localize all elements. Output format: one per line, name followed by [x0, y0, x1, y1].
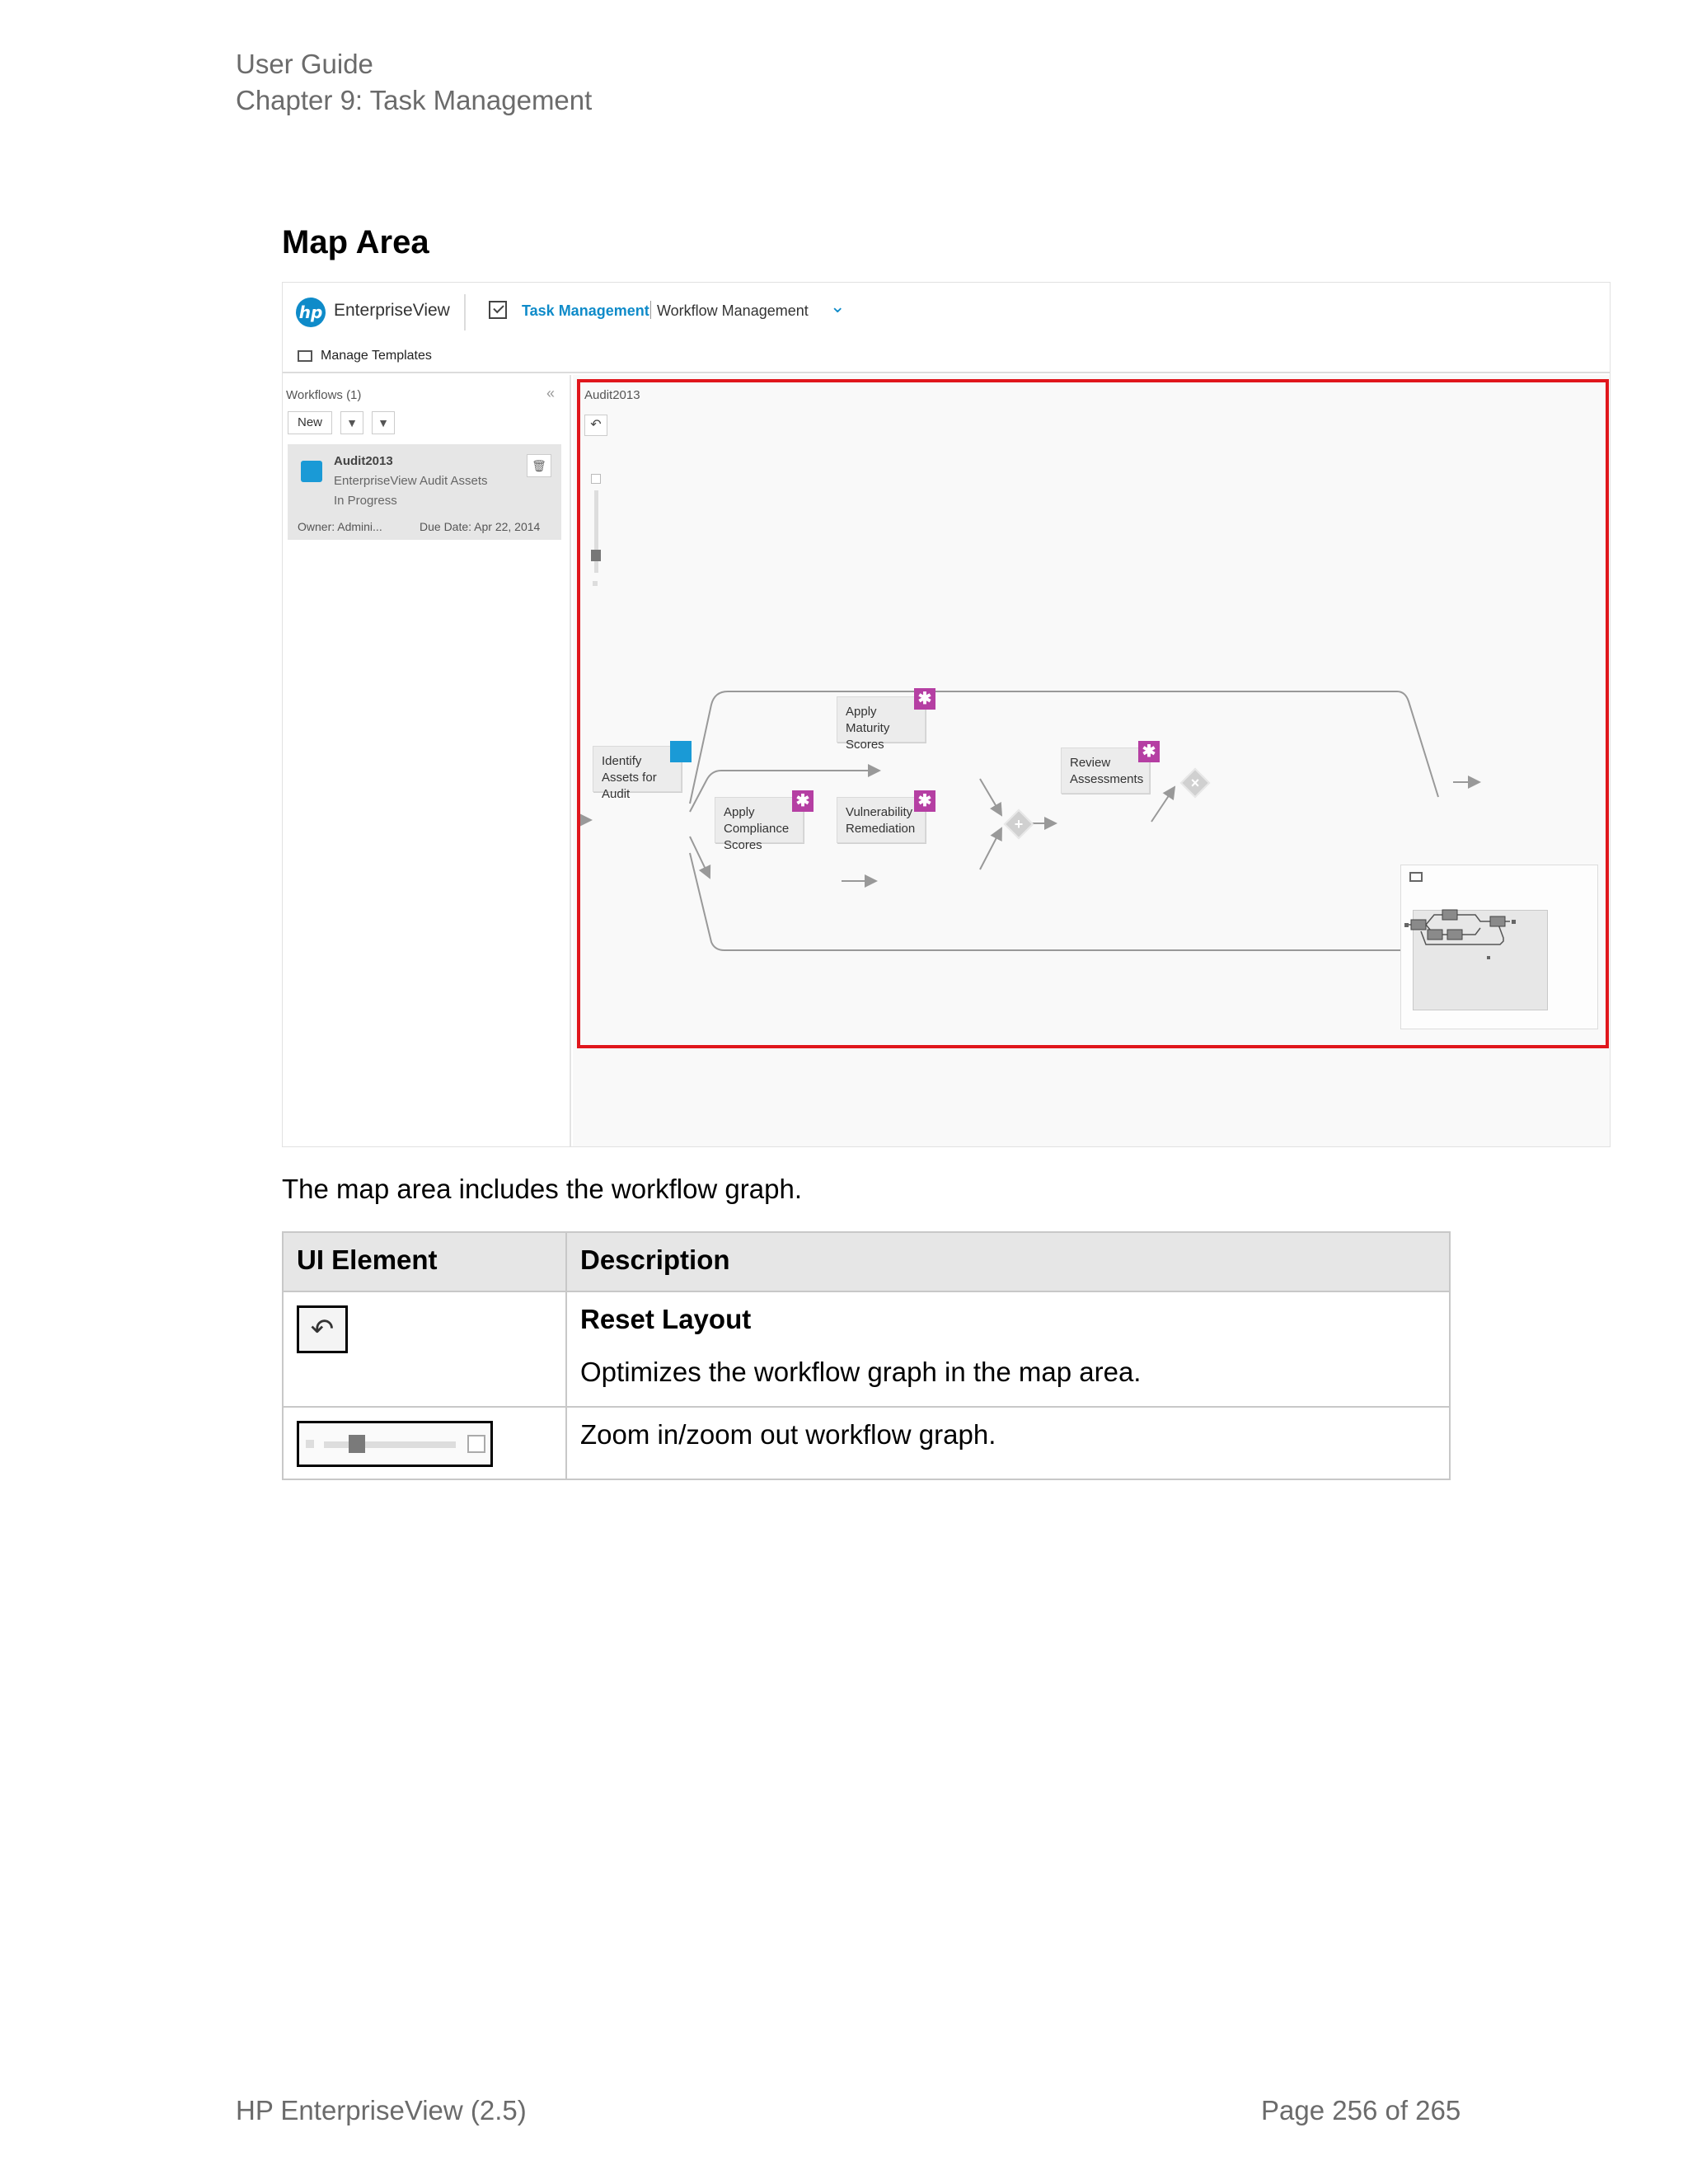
task-node-label: Apply Maturity Scores	[846, 705, 890, 752]
table-header-description: Description	[566, 1232, 1450, 1291]
zoom-out-mark	[306, 1440, 314, 1448]
ui-element-table	[282, 1231, 1451, 1480]
caption: The map area includes the workflow graph.	[282, 1174, 802, 1204]
running-header	[236, 46, 592, 119]
reset-layout-icon: ↶	[297, 1305, 348, 1353]
filter-icon[interactable]: ▼	[340, 411, 363, 434]
task-type-icon: ✱	[914, 790, 935, 812]
workflow-status-icon	[301, 461, 322, 482]
table-row	[283, 1291, 1450, 1407]
workflow-name: Audit2013	[334, 454, 393, 468]
task-node-label-line2: Remediation	[846, 822, 916, 836]
task-type-icon: ✱	[1138, 741, 1160, 762]
zoom-track	[324, 1441, 456, 1448]
workflow-due-date: Due Date: Apr 22, 2014	[420, 520, 541, 533]
workflow-list-item[interactable]	[288, 444, 561, 540]
task-type-icon: ✱	[792, 790, 814, 812]
chevron-down-icon[interactable]: ⌄	[830, 296, 846, 316]
workflows-panel	[283, 375, 571, 1147]
table-cell-description	[566, 1291, 1450, 1407]
table-cell-element	[283, 1291, 566, 1407]
workflow-description: EnterpriseView Audit Assets	[334, 474, 488, 488]
gateway-join-icon: +	[1004, 809, 1034, 840]
map-title: Audit2013	[584, 388, 640, 402]
task-node-label: Review Assessments	[1070, 756, 1144, 786]
footer-page-number: Page 256 of 265	[1261, 2095, 1461, 2125]
collapse-panel-icon[interactable]: «	[546, 385, 556, 401]
hp-logo: hp	[296, 298, 326, 327]
table-cell-element	[283, 1407, 566, 1479]
task-node-label-line1: Apply Compliance	[724, 805, 790, 836]
section-title: Map Area	[282, 224, 429, 260]
table-header-ui-element: UI Element	[283, 1232, 566, 1291]
table-row	[283, 1407, 1450, 1479]
gateway-end-icon: ×	[1180, 768, 1211, 799]
nav-task-management[interactable]: Task Management	[522, 302, 649, 319]
zoom-in-mark	[467, 1435, 485, 1453]
zoom-description: Zoom in/zoom out workflow graph.	[580, 1419, 996, 1450]
header-chapter: Chapter 9: Task Management	[236, 85, 593, 115]
nav-workflow-management[interactable]: Workflow Management	[657, 302, 809, 319]
header-doc-title: User Guide	[236, 49, 373, 79]
footer-product: HP EnterpriseView (2.5)	[236, 2095, 527, 2125]
map-area-highlight	[577, 379, 1609, 1048]
workflow-owner: Owner: Admini...	[298, 520, 382, 533]
table-cell-description	[566, 1407, 1450, 1479]
zoom-thumb	[349, 1435, 365, 1453]
manage-templates-link[interactable]: Manage Templates	[321, 349, 432, 363]
workflow-status: In Progress	[334, 494, 397, 508]
task-node-label-line1: Vulnerability	[846, 805, 913, 819]
manage-templates-icon	[298, 350, 312, 362]
divider	[464, 294, 466, 330]
task-node-label: Identify Assets for Audit	[602, 754, 657, 801]
task-node-label-line2: Scores	[724, 838, 762, 852]
reset-layout-description: Optimizes the workflow graph in the map area.	[580, 1357, 1142, 1387]
zoom-slider-icon	[297, 1421, 493, 1467]
nav-separator	[650, 301, 651, 319]
task-type-icon: ✱	[914, 688, 935, 710]
new-workflow-button[interactable]: New	[288, 411, 332, 434]
table-header-row	[283, 1232, 1450, 1291]
reset-layout-title: Reset Layout	[580, 1304, 752, 1334]
clear-filter-icon[interactable]: ▼	[372, 411, 395, 434]
workflows-count-label: Workflows (1)	[286, 388, 362, 402]
task-management-icon	[489, 301, 507, 319]
app-name: EnterpriseView	[334, 301, 450, 320]
delete-icon[interactable]: 🗑	[527, 454, 551, 477]
app-header	[283, 283, 1610, 373]
reset-layout-icon[interactable]: ↶	[584, 415, 607, 436]
